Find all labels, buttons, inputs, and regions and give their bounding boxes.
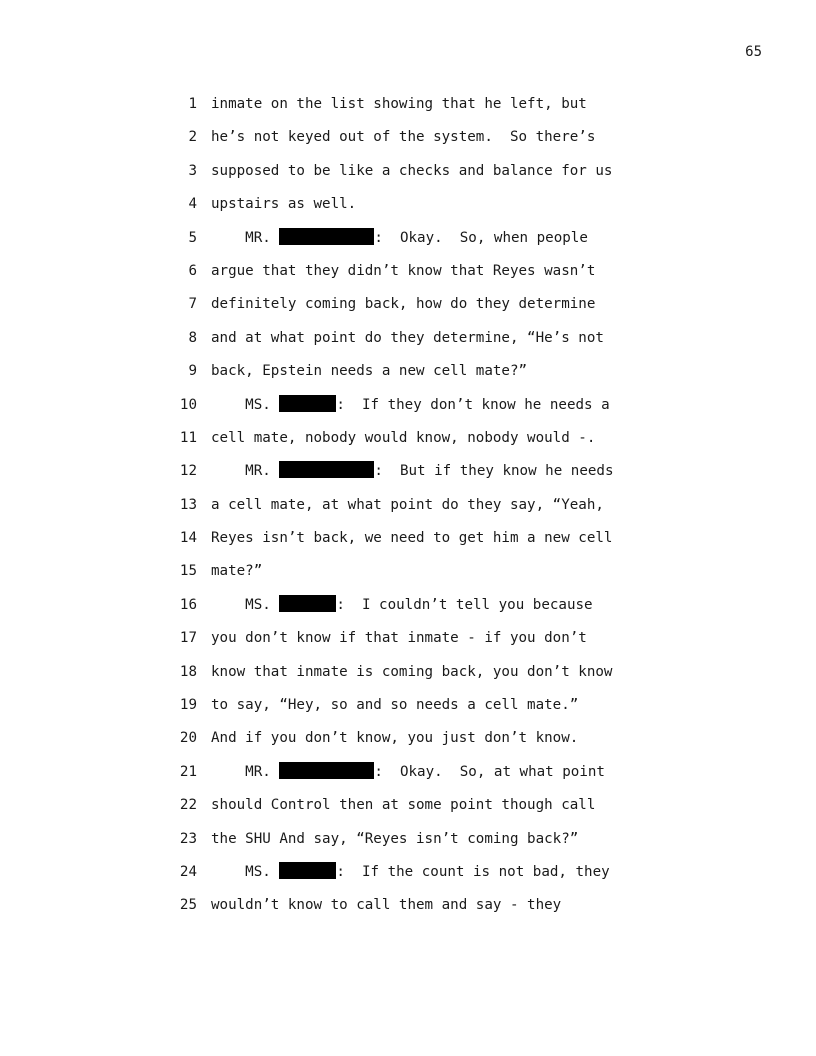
line-text: to say, “Hey, so and so needs a cell mate.” — [211, 697, 579, 714]
transcript-line — [0, 795, 816, 828]
speaker-text: : But if they know he needs — [374, 463, 614, 480]
line-number: 8 — [188, 329, 197, 346]
line-text: upstairs as well. — [211, 196, 357, 213]
redaction-block — [279, 228, 374, 245]
transcript-line — [0, 728, 816, 761]
speaker-prefix: MS. — [211, 863, 280, 880]
line-number: 21 — [179, 763, 197, 780]
line-text: supposed to be like a checks and balance for us — [211, 162, 613, 179]
line-number: 14 — [179, 530, 197, 547]
line-text — [211, 228, 588, 248]
speaker-prefix: MS. — [211, 596, 280, 613]
line-text: and at what point do they determine, “He’s not — [211, 329, 604, 346]
redaction-block — [279, 395, 336, 412]
line-number: 16 — [179, 596, 197, 613]
line-text — [211, 862, 610, 882]
line-text — [211, 395, 610, 415]
line-number: 20 — [179, 730, 197, 747]
transcript-line — [0, 361, 816, 394]
line-number: 12 — [179, 463, 197, 480]
transcript-line — [0, 662, 816, 695]
transcript-line — [0, 895, 816, 928]
speaker-prefix: MR. — [211, 463, 280, 480]
line-number: 1 — [188, 96, 197, 112]
redaction-block — [279, 595, 336, 612]
line-text: should Control then at some point though call — [211, 797, 596, 814]
transcript-line — [0, 829, 816, 862]
line-text — [211, 762, 605, 782]
speaker-text: : If the count is not bad, they — [336, 863, 610, 880]
line-text: know that inmate is coming back, you don’t know — [211, 663, 613, 680]
line-number: 4 — [188, 196, 197, 213]
line-number: 25 — [179, 897, 197, 914]
transcript-line — [0, 595, 816, 628]
line-number: 15 — [179, 563, 197, 580]
transcript-line — [0, 228, 816, 261]
transcript-line — [0, 561, 816, 594]
line-number: 5 — [188, 229, 197, 246]
transcript-line — [0, 528, 816, 561]
transcript-line — [0, 328, 816, 361]
line-number: 10 — [179, 396, 197, 413]
line-number: 6 — [188, 262, 197, 279]
line-text: wouldn’t know to call them and say - they — [211, 897, 562, 914]
transcript-line — [0, 261, 816, 294]
line-text: the SHU And say, “Reyes isn’t coming back?” — [211, 830, 579, 847]
line-text: And if you don’t know, you just don’t know. — [211, 730, 579, 747]
transcript-line — [0, 695, 816, 728]
transcript-line — [0, 161, 816, 194]
line-text: mate?” — [211, 563, 263, 580]
line-number: 17 — [179, 630, 197, 647]
line-number: 9 — [188, 363, 197, 380]
line-number: 11 — [179, 429, 197, 446]
line-number: 3 — [188, 162, 197, 179]
transcript-line — [0, 762, 816, 795]
speaker-text: : If they don’t know he needs a — [336, 396, 610, 413]
redaction-block — [279, 862, 336, 879]
line-number: 19 — [179, 697, 197, 714]
line-number: 18 — [179, 663, 197, 680]
transcript-line — [0, 428, 816, 461]
line-text — [211, 461, 614, 481]
line-text: he’s not keyed out of the system. So there’s — [211, 129, 596, 146]
transcript-line — [0, 194, 816, 227]
line-text: argue that they didn’t know that Reyes wasn’t — [211, 262, 596, 279]
speaker-prefix: MS. — [211, 396, 280, 413]
line-text: Reyes isn’t back, we need to get him a new cell — [211, 530, 613, 547]
speaker-text: : I couldn’t tell you because — [336, 596, 593, 613]
line-text: cell mate, nobody would know, nobody would -. — [211, 429, 596, 446]
redaction-block — [279, 461, 374, 478]
line-text: you don’t know if that inmate - if you don’t — [211, 630, 587, 647]
line-number: 13 — [179, 496, 197, 513]
transcript-line — [0, 461, 816, 494]
line-text: back, Epstein needs a new cell mate?” — [211, 363, 528, 380]
transcript-line — [0, 628, 816, 661]
line-text — [211, 595, 593, 615]
line-number: 2 — [188, 129, 197, 146]
line-number: 23 — [179, 830, 197, 847]
line-number: 7 — [188, 296, 197, 313]
transcript-line — [0, 495, 816, 528]
line-number: 22 — [179, 797, 197, 814]
transcript-body — [0, 94, 816, 929]
speaker-text: : Okay. So, when people — [374, 229, 588, 246]
line-text: a cell mate, at what point do they say, “Yeah, — [211, 496, 604, 513]
speaker-prefix: MR. — [211, 229, 280, 246]
line-number: 24 — [179, 863, 197, 880]
transcript-line — [0, 94, 816, 127]
line-text: definitely coming back, how do they determine — [211, 296, 596, 313]
transcript-line — [0, 294, 816, 327]
transcript-line — [0, 862, 816, 895]
transcript-line — [0, 127, 816, 160]
speaker-text: : Okay. So, at what point — [374, 763, 605, 780]
page-number: 65 — [745, 44, 762, 60]
speaker-prefix: MR. — [211, 763, 280, 780]
redaction-block — [279, 762, 374, 779]
line-text: inmate on the list showing that he left, but — [211, 96, 587, 112]
transcript-line — [0, 395, 816, 428]
